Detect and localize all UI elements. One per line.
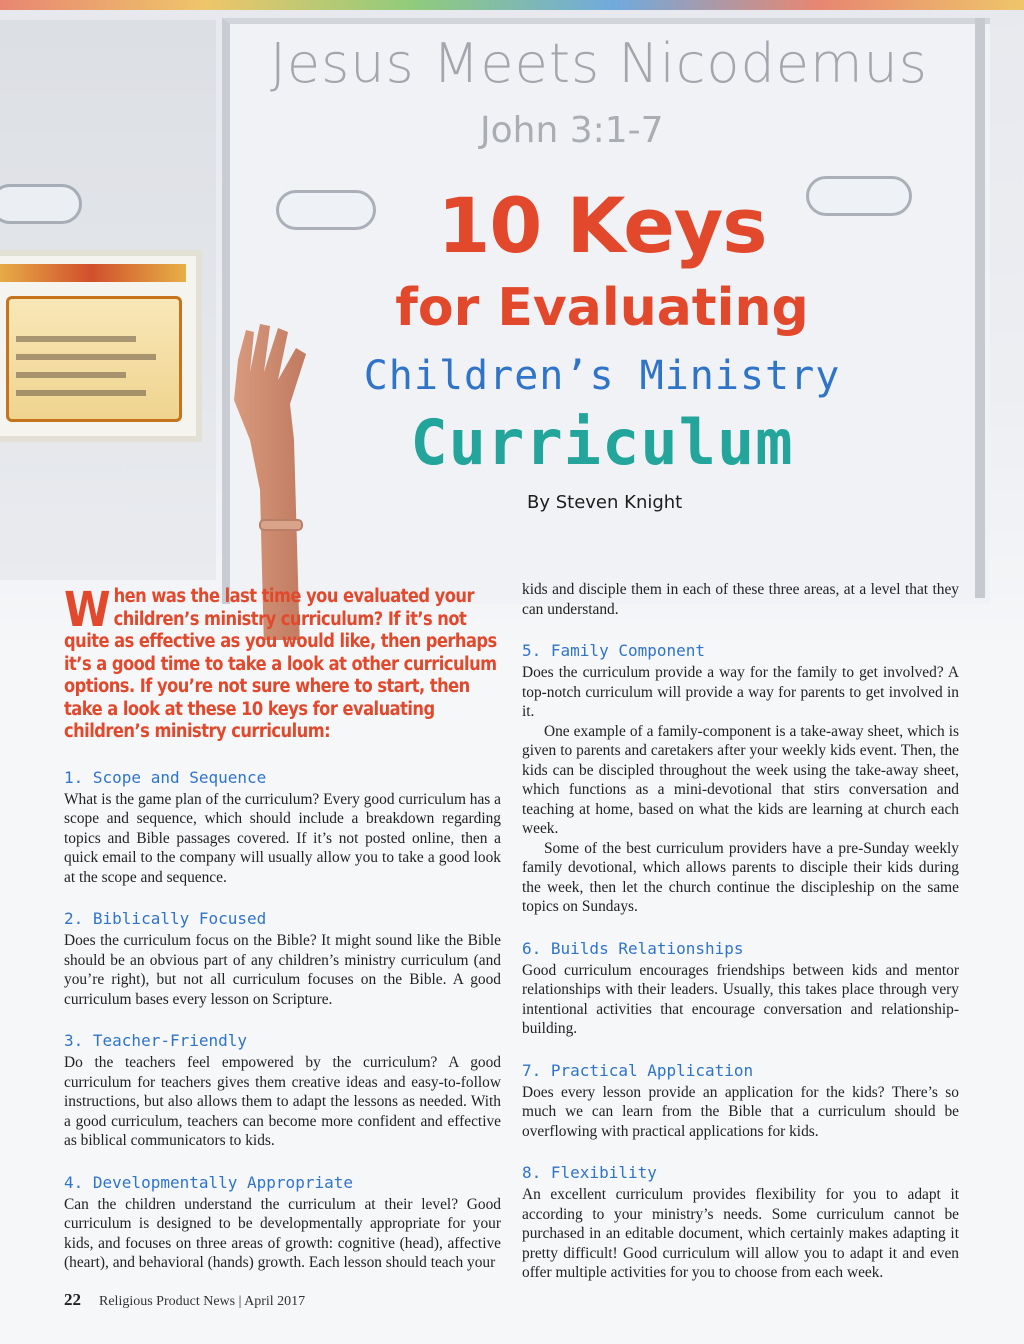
intro-text: hen was the last time you evaluated your children’s ministry curriculum? If it’s not quite as effective as you would like, then perhaps it’s a good time to take a look at other curriculum options. If you’re not sure where to start, then take a look at these 10 keys for evaluating children’s ministry curriculum:	[64, 586, 497, 742]
section-paragraph: Does the curriculum focus on the Bible? It might sound like the Bible should be an obvious part of any children’s ministry curriculum (and you’re right), but not all curriculum focuses on the Bible. A good curriculum bases every lesson on Scripture.	[64, 932, 501, 1008]
section-7	[522, 1061, 959, 1142]
section-heading: 4. Developmentally Appropriate	[64, 1172, 353, 1192]
whiteboard-title: Jesus Meets Nicodemus	[270, 32, 928, 95]
poster-banner	[0, 264, 186, 282]
section-3	[64, 1031, 501, 1151]
section-paragraph: Does every lesson provide an application for the kids? There’s so much we can learn from the Bible that a curriculum should be overflowing with practical applications for kids.	[522, 1083, 959, 1140]
intro-paragraph	[64, 582, 501, 744]
headline-main: 10 Keys	[437, 181, 767, 270]
section-heading: 3. Teacher-Friendly	[64, 1031, 248, 1050]
publication-info: Religious Product News | April 2017	[99, 1294, 306, 1309]
section-5	[522, 641, 959, 917]
section-1	[64, 768, 501, 888]
headline-curriculum: Curriculum	[410, 406, 794, 479]
section-paragraph: Does the curriculum provide a way for the family to get involved? A top-notch curriculum will provide a way for parents to get involved in it.	[522, 664, 959, 720]
section-heading: 2. Biblically Focused	[64, 909, 267, 928]
section-heading: 5. Family Component	[522, 641, 706, 660]
section-heading: 6. Builds Relationships	[522, 938, 744, 958]
section-4-continued	[522, 580, 959, 619]
section-paragraph: Can the children understand the curriculum at their level? Good curriculum is designed to be developmentally appropriate for your kids, and focuses on three areas of growth: cognitive (head), affective (heart), and behavioral (hands) growth. Each lesson should teach your	[64, 1195, 501, 1271]
section-2	[64, 909, 501, 1009]
section-paragraph: Good curriculum encourages friendships between kids and mentor relationships with their leaders. Usually, this takes place through very intentional activities that encourage conversation and relationship-building.	[522, 961, 959, 1037]
poster-text-line	[16, 336, 136, 342]
section-4	[64, 1173, 501, 1273]
section-heading: 7. Practical Application	[522, 1060, 754, 1080]
section-8	[522, 1163, 959, 1283]
page-footer	[64, 1290, 305, 1310]
section-paragraph: Do the teachers feel empowered by the curriculum? A good curriculum for teachers gives them creative ideas and easy-to-follow instructions, but also allows them to adapt the lessons as needed. With a good curriculum, teachers can become more confident and effective as biblical communicators to kids.	[64, 1054, 501, 1149]
page-number: 22	[64, 1290, 81, 1309]
drop-cap: W	[64, 582, 111, 638]
section-heading: 8. Flexibility	[522, 1163, 657, 1182]
column-left	[64, 580, 501, 1295]
section-paragraph: kids and disciple them in each of these three areas, at a level that they can understand.	[522, 581, 959, 618]
author-byline: By Steven Knight	[527, 492, 683, 513]
column-right	[522, 580, 959, 1305]
colored-border-stripe	[0, 0, 1024, 10]
headline-sub: for Evaluating	[395, 278, 809, 338]
headline-childrens-ministry: Children’s Ministry	[363, 353, 841, 399]
section-paragraph: What is the game plan of the curriculum? Every good curriculum has a scope and sequence, which should include a breakdown regarding topics and Bible passages covered. If it’s not posted online, then a quick email to the company will usually allow you to take a good look at the scope and sequence.	[64, 790, 501, 886]
section-6	[522, 939, 959, 1039]
section-paragraph: An excellent curriculum provides flexibility for you to adapt it according to your ministry’s needs. Some curriculum cannot be purchased in an editable document, which certainly makes adapting it pretty difficult! Good curriculum will allow you to adapt it and even offer multiple activities for you to choose from each week.	[522, 1186, 959, 1281]
section-paragraph: One example of a family-component is a take-away sheet, which is given to parents and caretakers after your weekly kids event. Then, the kids can be discipled throughout the week using the take-away sheet, which functions as a mini-devotional that stirs conversation and teaching at home, based on what the kids are learning at church each week.	[522, 722, 959, 837]
section-heading: 1. Scope and Sequence	[64, 767, 267, 787]
whiteboard-reference: John 3:1-7	[480, 110, 664, 151]
section-paragraph: Some of the best curriculum providers have a pre-Sunday weekly family devotional, which allows parents to disciple their kids during the week, then let the church continue the discipleship on the same topics on Sundays.	[522, 839, 959, 915]
